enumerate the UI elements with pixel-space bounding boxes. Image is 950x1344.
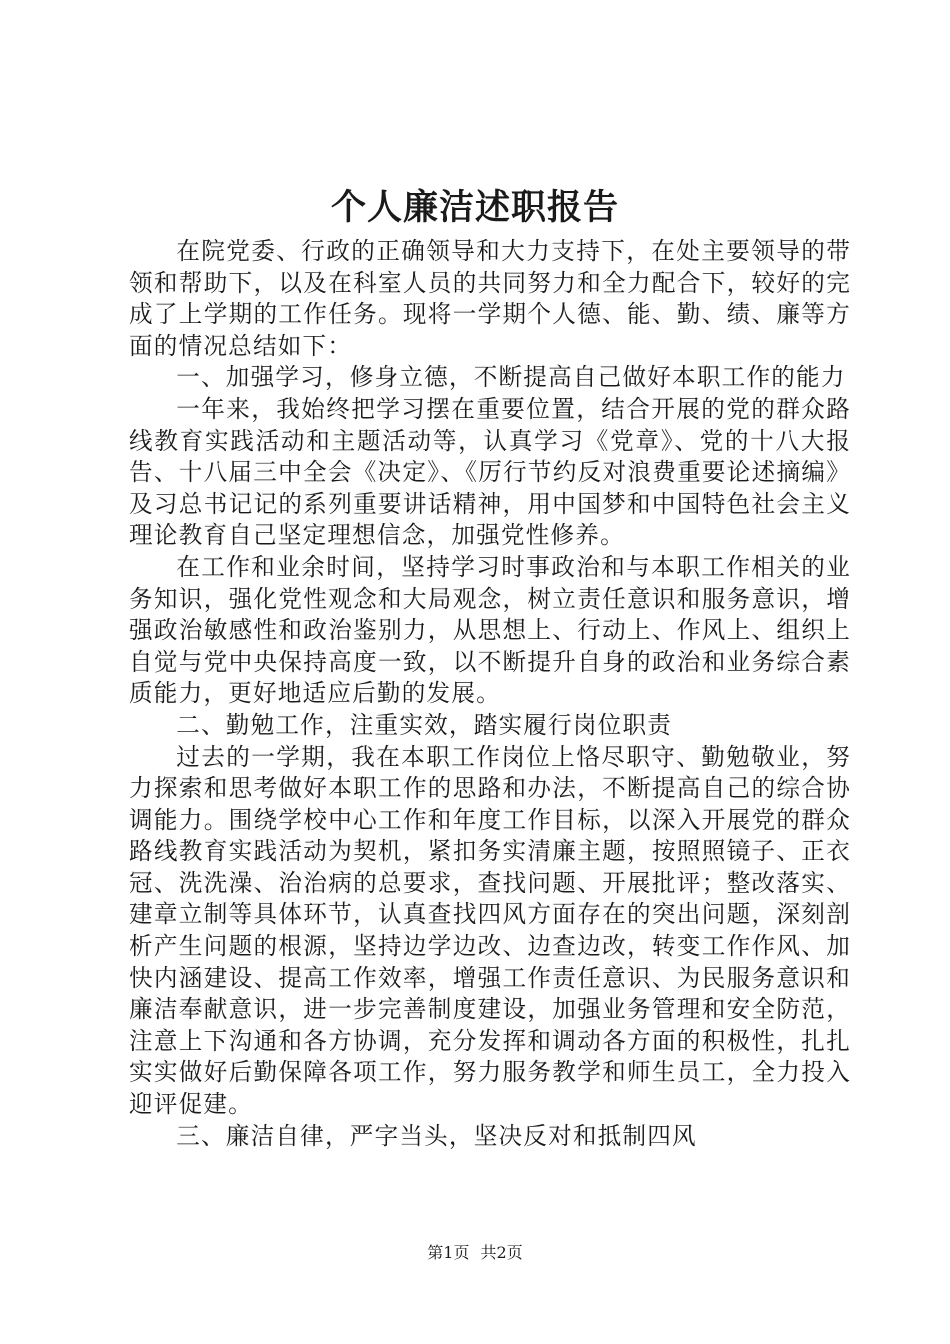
page-number-total: 共2页 [480, 1243, 523, 1262]
paragraph-worktime: 在工作和业余时间，坚持学习时事政治和与本职工作相关的业务知识，强化党性观念和大局观念，树立责任意识和服务意识，增强政治敏感性和政治鉴别力，从思想上、行动上、作风上、组织上自觉与党中央保持高度一致，以不断提升自身的政治和业务综合素质能力，更好地适应后勤的发展。 [129, 552, 851, 708]
page-number-current: 第1页 [427, 1243, 470, 1262]
paragraph-past-semester: 过去的一学期，我在本职工作岗位上恪尽职守、勤勉敬业，努力探索和思考做好本职工作的思路和办法，不断提高自己的综合协调能力。围绕学校中心工作和年度工作目标，以深入开展党的群众路线教育实践活动为契机，紧扣务实清廉主题，按照照镜子、正衣冠、洗洗澡、治治病的总要求，查找问题、开展批评；整改落实、建章立制等具体环节，认真查找四风方面存在的突出问题，深刻剖析产生问题的根源，坚持边学边改、边查边改，转变工作作风、加快内涵建设、提高工作效率，增强工作责任意识、为民服务意识和廉洁奉献意识，进一步完善制度建设，加强业务管理和安全防范，注意上下沟通和各方协调，充分发挥和调动各方面的积极性，扎扎实实做好后勤保障各项工作，努力服务教学和师生员工，全力投入迎评促建。 [129, 742, 851, 1119]
page-footer [0, 1242, 950, 1264]
document-title: 个人廉洁述职报告 [330, 187, 619, 228]
section-heading-3: 三、廉洁自律，严字当头，坚决反对和抵制四风 [176, 1121, 697, 1150]
paragraph-intro: 在院党委、行政的正确领导和大力支持下，在处主要领导的带领和帮助下，以及在科室人员的共同努力和全力配合下，较好的完成了上学期的工作任务。现将一学期个人德、能、勤、绩、廉等方面的情况总结如下： [129, 237, 851, 360]
paragraph-study: 一年来，我始终把学习摆在重要位置，结合开展的党的群众路线教育实践活动和主题活动等，认真学习《党章》、党的十八大报告、十八届三中全会《决定》、《厉行节约反对浪费重要论述摘编》及习总书记记的系列重要讲话精神，用中国梦和中国特色社会主义理论教育自己坚定理想信念，加强党性修养。 [129, 394, 851, 550]
section-heading-2: 二、勤勉工作，注重实效，踏实履行岗位职责 [176, 710, 673, 739]
document-body [129, 236, 851, 1152]
section-heading-1: 一、加强学习，修身立德，不断提高自己做好本职工作的能力 [176, 363, 846, 392]
